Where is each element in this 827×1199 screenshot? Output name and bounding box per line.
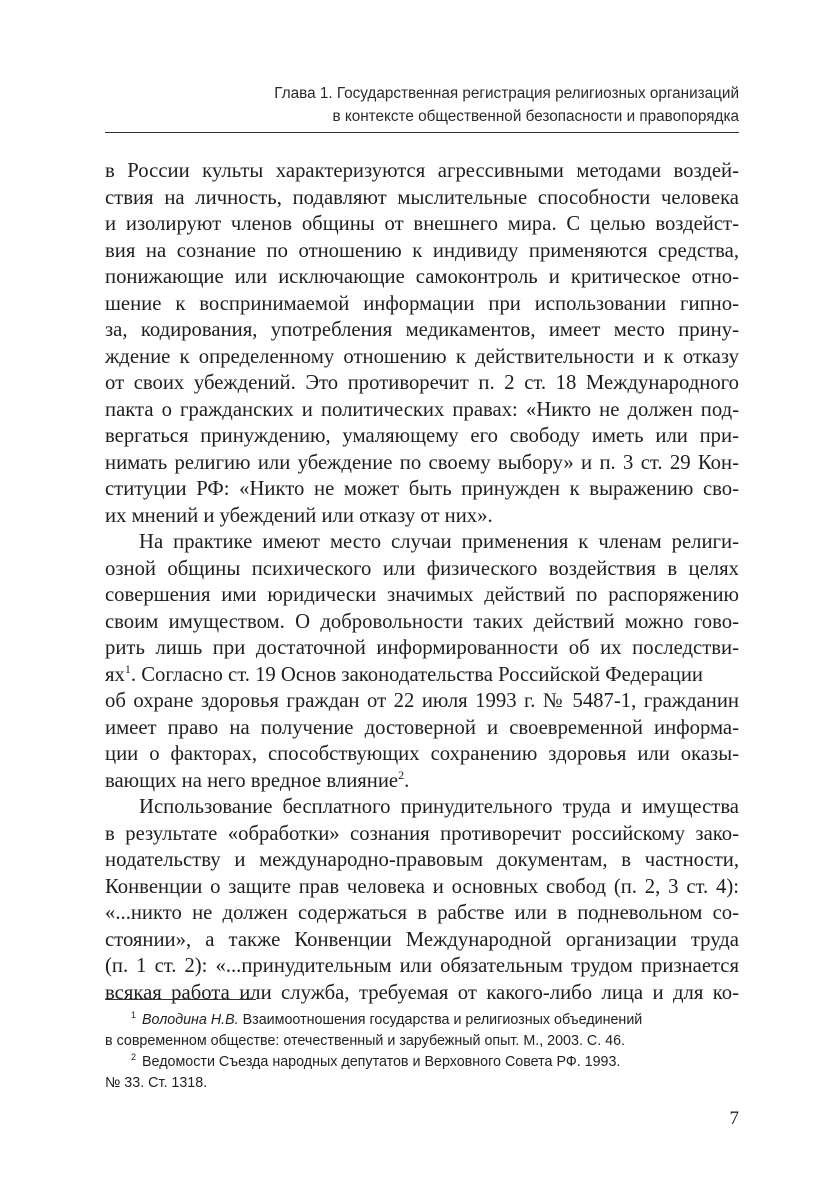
text-line: в результате «обработки» сознания противоречит российскому зако- bbox=[105, 822, 739, 845]
footnote-1-line-2: в современном обществе: отечественный и зарубежный опыт. М., 2003. С. 46. bbox=[105, 1033, 626, 1049]
page-number: 7 bbox=[729, 1108, 739, 1129]
footnote-1-text: Взаимоотношения государства и религиозных объединений bbox=[238, 1012, 643, 1028]
text-line: вия на сознание по отношению к индивиду применяются средства, bbox=[105, 239, 739, 262]
footnote-1 bbox=[105, 1010, 739, 1031]
text-line: от своих убеждений. Это противоречит п. 2 ст. 18 Международного bbox=[105, 372, 739, 394]
footnote-2-text: Ведомости Съезда народных депутатов и Верховного Совета РФ. 1993. bbox=[142, 1054, 621, 1070]
text-line: «...никто не должен содержаться в рабстве или в подневольном со- bbox=[105, 902, 739, 924]
text-line: их мнений и убеждений или отказу от них». bbox=[105, 504, 493, 527]
footnote-2-line-2: № 33. Ст. 1318. bbox=[105, 1075, 208, 1091]
text-line bbox=[105, 768, 739, 795]
text-fragment: . Согласно ст. 19 Основ законодательства Российской Федерации bbox=[130, 663, 703, 686]
text-line: за, кодирования, употребления медикаментов, имеет место прину- bbox=[105, 319, 739, 341]
text-line: озной общины психического или физического воздействия в целях bbox=[105, 557, 739, 580]
text-line: рить лишь при достаточной информированности об их последстви- bbox=[105, 637, 739, 659]
text-line: вергаться принуждению, умаляющему его свободу иметь или при- bbox=[105, 425, 739, 447]
text-line: имеет право на получение достоверной и своевременной информа- bbox=[105, 716, 739, 739]
text-line bbox=[105, 662, 739, 689]
text-line: шение к воспринимаемой информации при использовании гипно- bbox=[105, 292, 739, 315]
text-line: нимать религию или убеждение по своему выбору» и п. 3 ст. 29 Кон- bbox=[105, 451, 739, 474]
text-line: пакта о гражданских и политических правах: «Никто не должен под- bbox=[105, 398, 739, 421]
text-line: (п. 1 ст. 2): «...принудительным или обязательным трудом признается bbox=[105, 955, 739, 977]
text-line: и изолируют членов общины от внешнего мира. С целью воздейст- bbox=[105, 213, 739, 235]
running-header bbox=[105, 82, 739, 128]
footnote-2 bbox=[105, 1052, 739, 1073]
footnote-2-mark: 2 bbox=[131, 1052, 137, 1063]
text-line: совершения ими юридически значимых действий по распоряжению bbox=[105, 584, 739, 606]
footnote-ref-2[interactable]: 2 bbox=[398, 767, 405, 782]
text-line: ствия на личность, подавляют мыслительные способности человека bbox=[105, 186, 739, 209]
body-text bbox=[105, 158, 739, 1006]
text-fragment: вающих на него вредное влияние bbox=[105, 769, 399, 792]
text-line: Использование бесплатного принудительного труда и имущества bbox=[139, 796, 739, 818]
text-fragment: . bbox=[404, 769, 410, 792]
running-header-line-1: Глава 1. Государственная регистрация религиозных организаций bbox=[274, 85, 739, 102]
footnote-1-author: Володина Н.В. bbox=[142, 1012, 239, 1028]
footnote-divider bbox=[105, 999, 256, 1000]
text-line: в России культы характеризуются агрессивными методами воздей- bbox=[105, 160, 739, 182]
text-line: ждение к определенному отношению к действительности и к отказу bbox=[105, 345, 739, 368]
text-line: понижающие или исключающие самоконтроль и критическое отно- bbox=[105, 266, 739, 288]
running-header-line-2: в контексте общественной безопасности и правопорядка bbox=[332, 108, 739, 125]
text-line: Конвенции о защите прав человека и основных свобод (п. 2, 3 ст. 4): bbox=[105, 875, 739, 898]
footnote-1-mark: 1 bbox=[131, 1010, 137, 1021]
text-line: всякая работа или служба, требуемая от какого-либо лица и для ко- bbox=[105, 981, 739, 1004]
text-line: ституции РФ: «Никто не может быть принужден к выражению сво- bbox=[105, 478, 739, 500]
text-line: стоянии», а также Конвенции Международной организации труда bbox=[105, 928, 739, 951]
footnotes bbox=[105, 1010, 739, 1094]
text-line: ции о факторах, способствующих сохранению здоровья или оказы- bbox=[105, 743, 739, 765]
text-fragment: ях bbox=[105, 663, 125, 686]
header-divider bbox=[105, 132, 739, 133]
text-line: На практике имеют место случаи применения к членам религи- bbox=[139, 531, 739, 553]
text-line: своим имуществом. О добровольности таких действий можно гово- bbox=[105, 610, 739, 633]
footnote-ref-1[interactable]: 1 bbox=[124, 661, 131, 676]
text-line: нодательству и международно-правовым документам, в частности, bbox=[105, 849, 739, 871]
text-line: об охране здоровья граждан от 22 июля 1993 г. № 5487-1, гражданин bbox=[105, 690, 739, 712]
